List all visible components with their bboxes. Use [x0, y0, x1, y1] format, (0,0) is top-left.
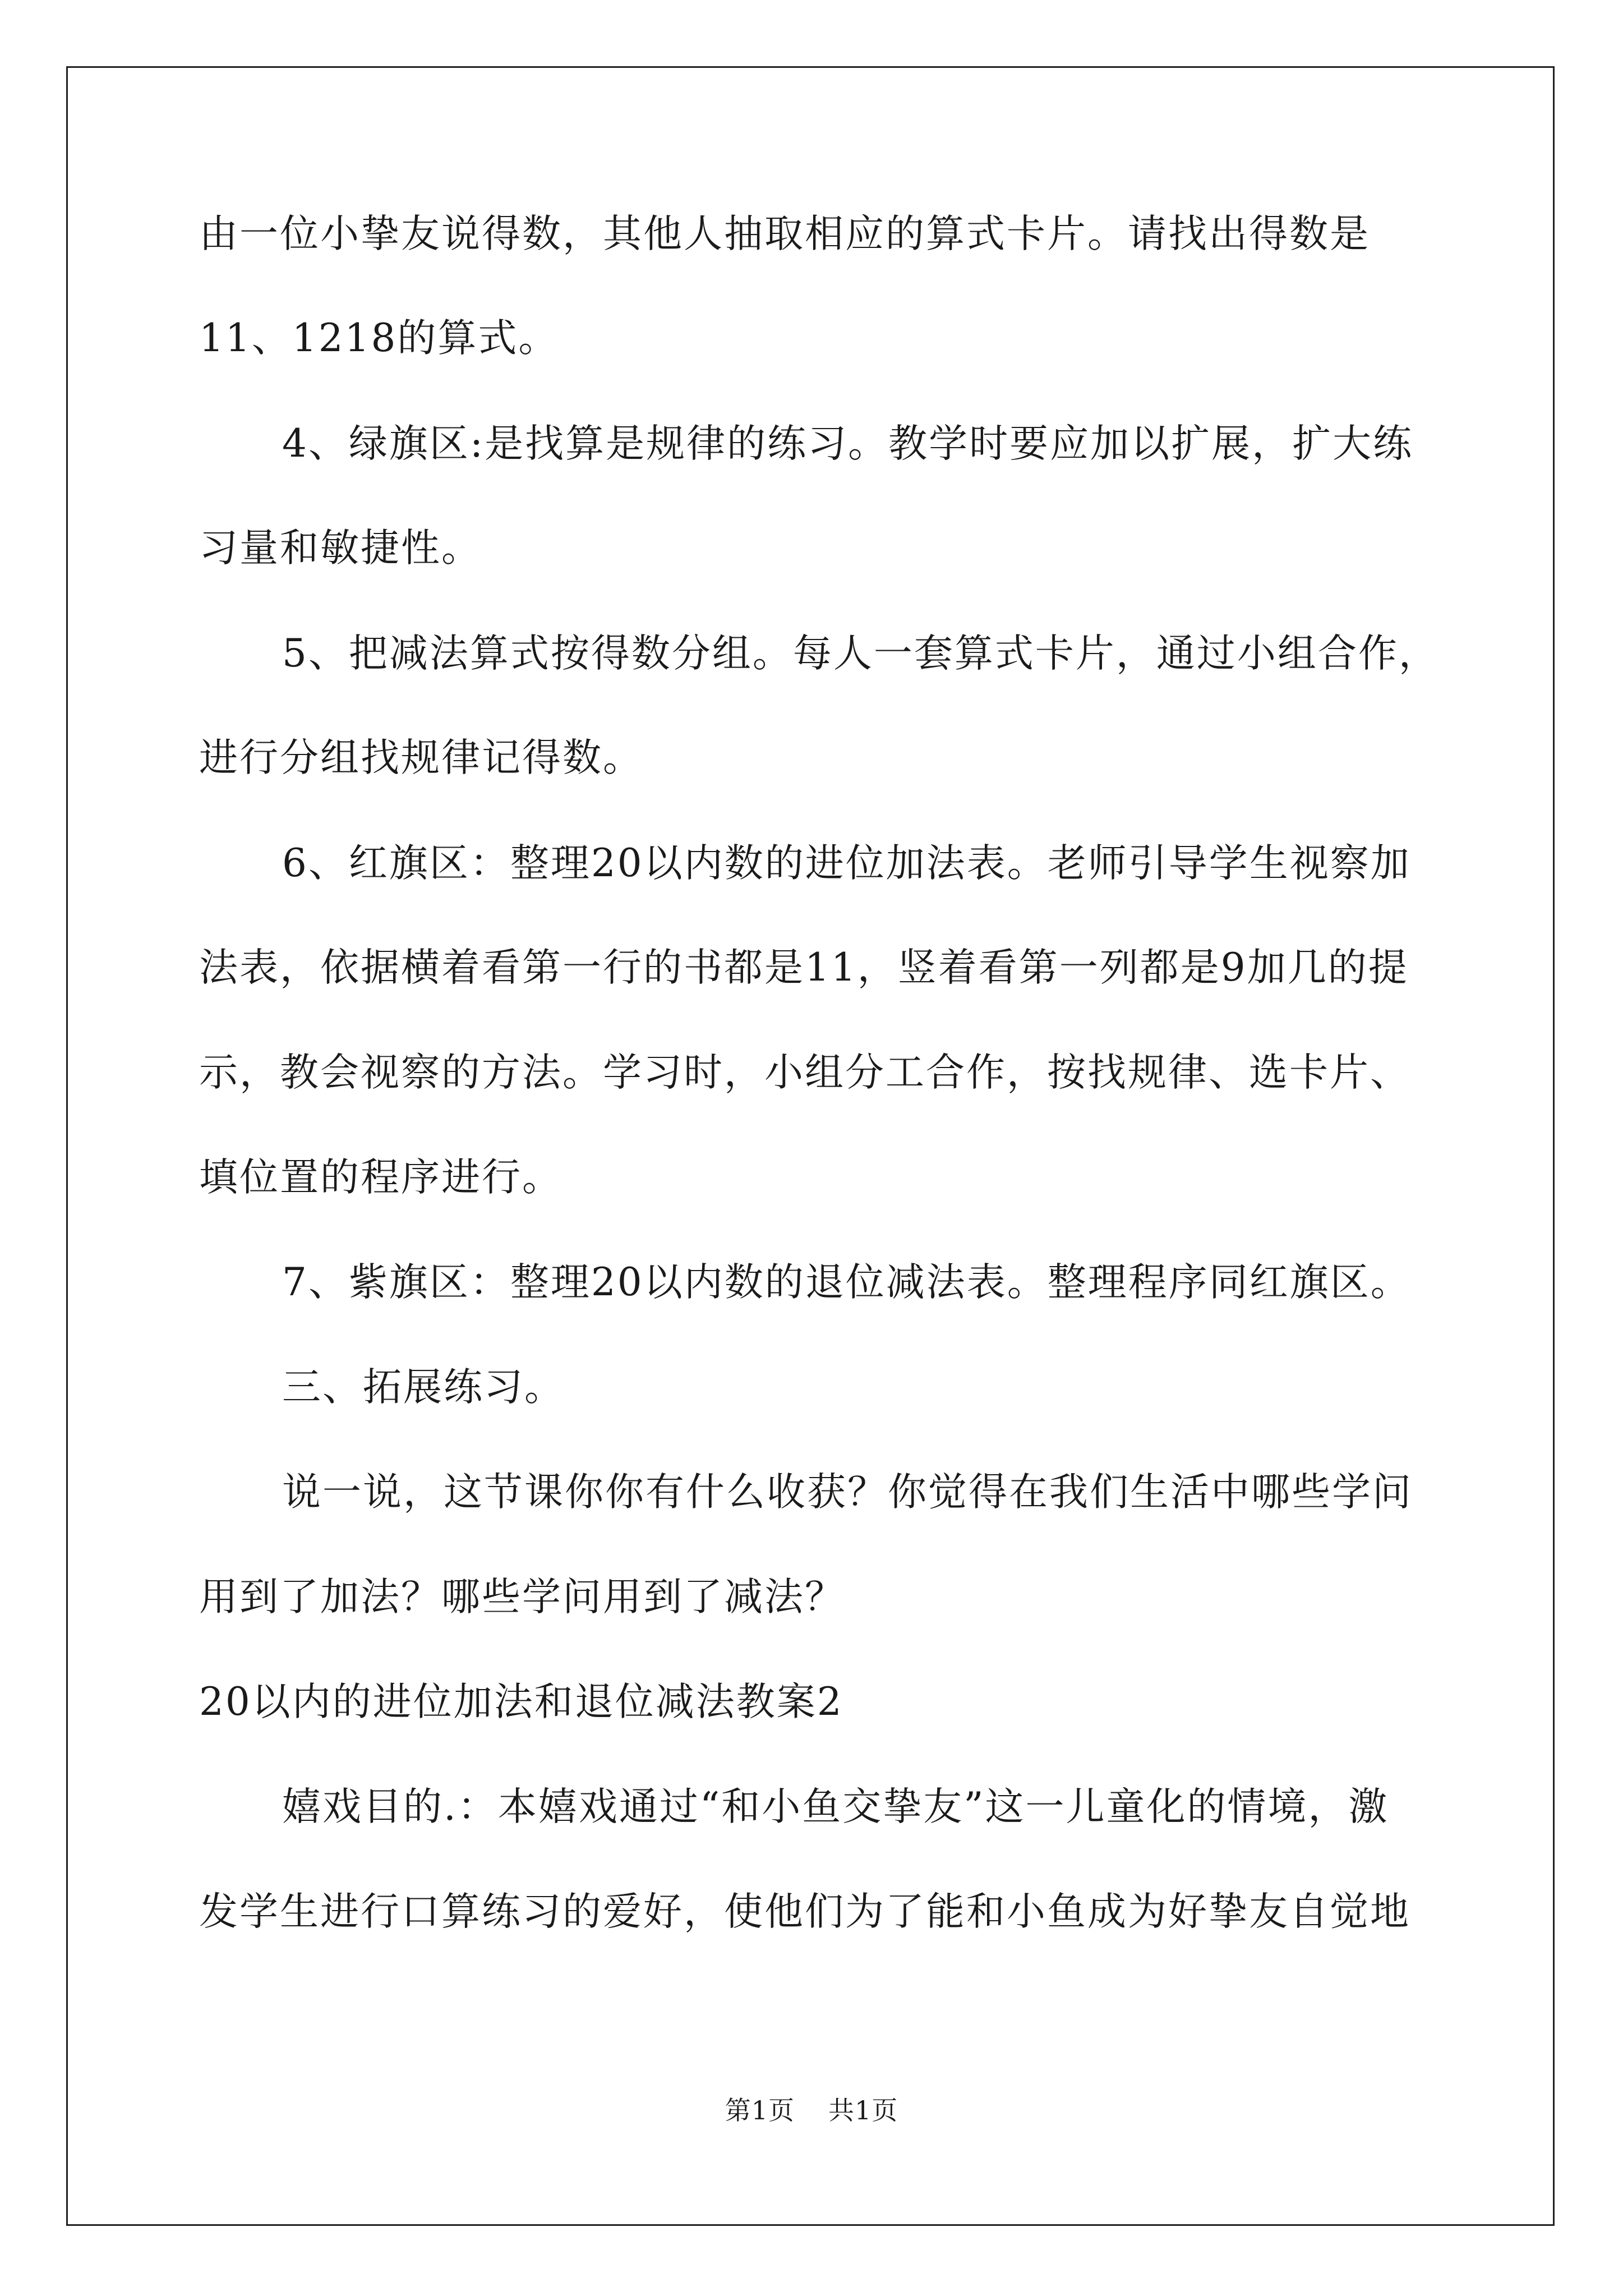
text-line: 嬉戏目的.：本嬉戏通过“和小鱼交挚友”这一儿童化的情境，激: [282, 1784, 1389, 1829]
text-line: 法表，依据横着看第一行的书都是11，竖着看第一列都是9加几的提: [199, 945, 1409, 990]
text-line: 6、红旗区：整理20以内数的进位加法表。老师引导学生视察加: [282, 841, 1411, 886]
text-line: 由一位小挚友说得数，其他人抽取相应的算式卡片。请找出得数是: [199, 211, 1370, 256]
section-heading: 三、拓展练习。: [282, 1365, 565, 1410]
text-line: 7、紫旗区：整理20以内数的退位减法表。整理程序同红旗区。: [282, 1260, 1411, 1305]
text-line: 进行分组找规律记得数。: [199, 735, 643, 780]
text-line: 发学生进行口算练习的爱好，使他们为了能和小鱼成为好挚友自觉地: [199, 1889, 1410, 1934]
page-total: 共1页: [828, 2095, 898, 2125]
text-line: 5、把减法算式按得数分组。每人一套算式卡片，通过小组合作，: [282, 631, 1439, 676]
text-line: 示，教会视察的方法。学习时，小组分工合作，按找规律、选卡片、: [199, 1050, 1410, 1095]
text-line: 4、绿旗区:是找算是规律的练习。教学时要应加以扩展，扩大练: [282, 421, 1414, 466]
text-line: 用到了加法？哪些学问用到了减法？: [199, 1575, 845, 1619]
text-line: 习量和敏捷性。: [199, 526, 482, 570]
lesson-title: 20以内的进位加法和退位减法教案2: [199, 1680, 843, 1724]
text-line: 填位置的程序进行。: [199, 1155, 562, 1200]
page-number: 第1页: [725, 2095, 795, 2125]
text-line: 11、1218的算式。: [199, 316, 559, 361]
text-line: 说一说，这节课你你有什么收获？你觉得在我们生活中哪些学问: [282, 1470, 1413, 1515]
page-footer: [0, 2093, 1623, 2127]
